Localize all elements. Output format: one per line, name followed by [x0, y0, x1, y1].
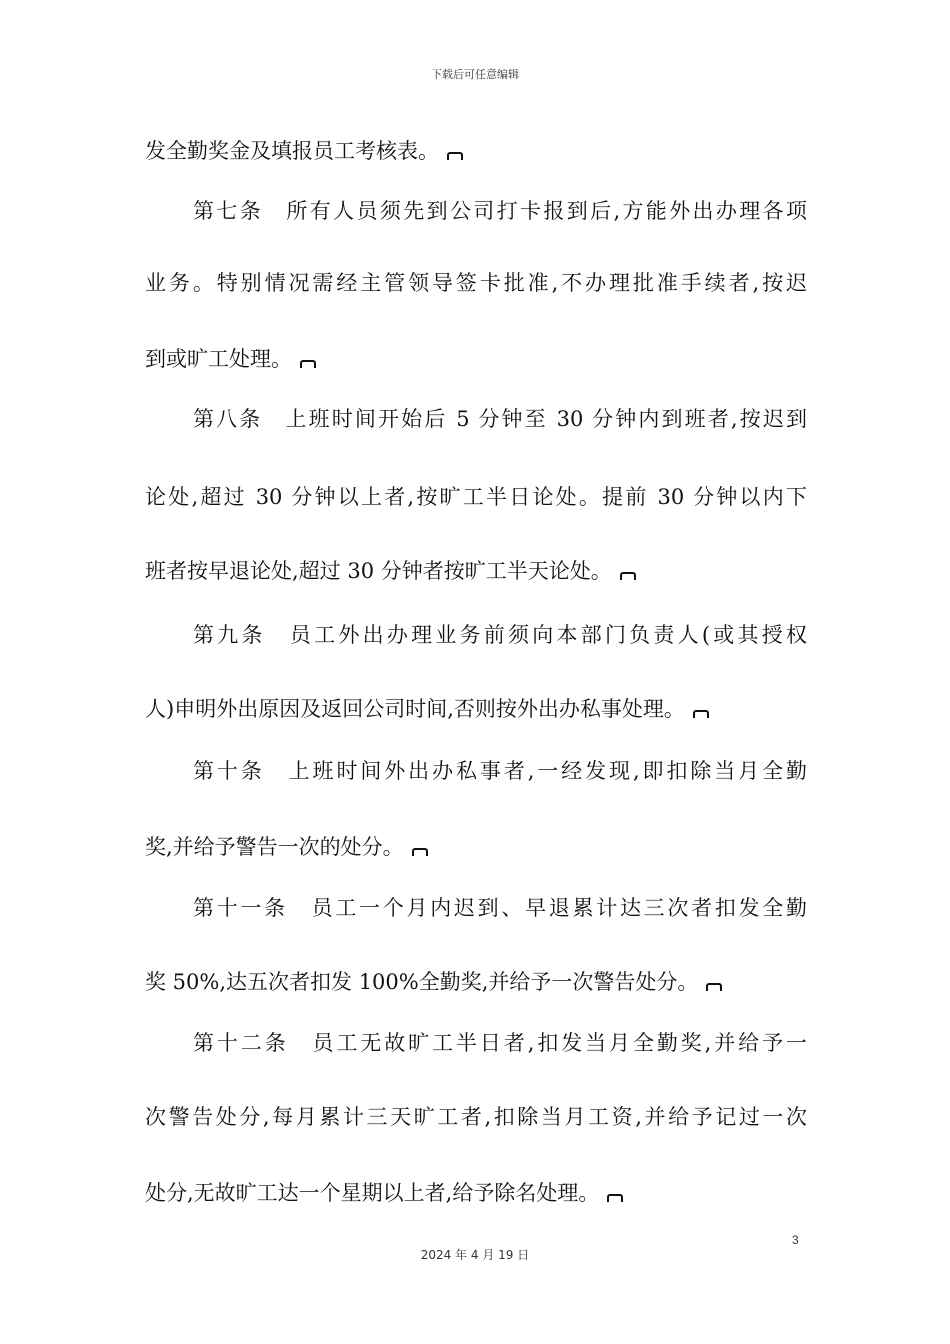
text-line: 第八条 上班时间开始后 5 分钟至 30 分钟内到班者,按迟到 — [193, 407, 807, 431]
paragraph-mark-icon — [706, 983, 722, 991]
text-line: 第十二条 员工无故旷工半日者,扣发当月全勤奖,并给予一 — [193, 1031, 807, 1055]
page-number: 3 — [792, 1233, 799, 1247]
text-line: 论处,超过 30 分钟以上者,按旷工半日论处。提前 30 分钟以内下 — [145, 485, 807, 509]
paragraph-mark-icon — [693, 710, 709, 718]
text-line: 到或旷工处理。 — [145, 339, 316, 379]
text-line: 次警告处分,每月累计三天旷工者,扣除当月工资,并给予记过一次 — [145, 1105, 807, 1129]
text-line: 班者按早退论处,超过 30 分钟者按旷工半天论处。 — [145, 551, 636, 591]
text-line: 人)申明外出原因及返回公司时间,否则按外出办私事处理。 — [145, 689, 709, 729]
text-line: 第七条 所有人员须先到公司打卡报到后,方能外出办理各项 — [193, 199, 807, 223]
paragraph-mark-icon — [300, 360, 316, 368]
text-line: 发全勤奖金及填报员工考核表。 — [145, 131, 463, 171]
text-line: 处分,无故旷工达一个星期以上者,给予除名处理。 — [145, 1173, 623, 1213]
page-footer-date: 2024 年 4 月 19 日 — [420, 1248, 530, 1262]
paragraph-mark-icon — [412, 848, 428, 856]
text-line: 第十一条 员工一个月内迟到、早退累计达三次者扣发全勤 — [193, 896, 807, 920]
paragraph-mark-icon — [607, 1194, 623, 1202]
paragraph-mark-icon — [620, 572, 636, 580]
paragraph-mark-icon — [447, 152, 463, 160]
text-line: 第九条 员工外出办理业务前须向本部门负责人(或其授权 — [193, 623, 807, 647]
text-line: 奖,并给予警告一次的处分。 — [145, 827, 428, 867]
text-line: 奖 50%,达五次者扣发 100%全勤奖,并给予一次警告处分。 — [145, 962, 722, 1002]
text-line: 业务。特别情况需经主管领导签卡批准,不办理批准手续者,按迟 — [145, 271, 807, 295]
text-line: 第十条 上班时间外出办私事者,一经发现,即扣除当月全勤 — [193, 759, 807, 783]
page-header: 下载后可任意编辑 — [431, 68, 519, 81]
